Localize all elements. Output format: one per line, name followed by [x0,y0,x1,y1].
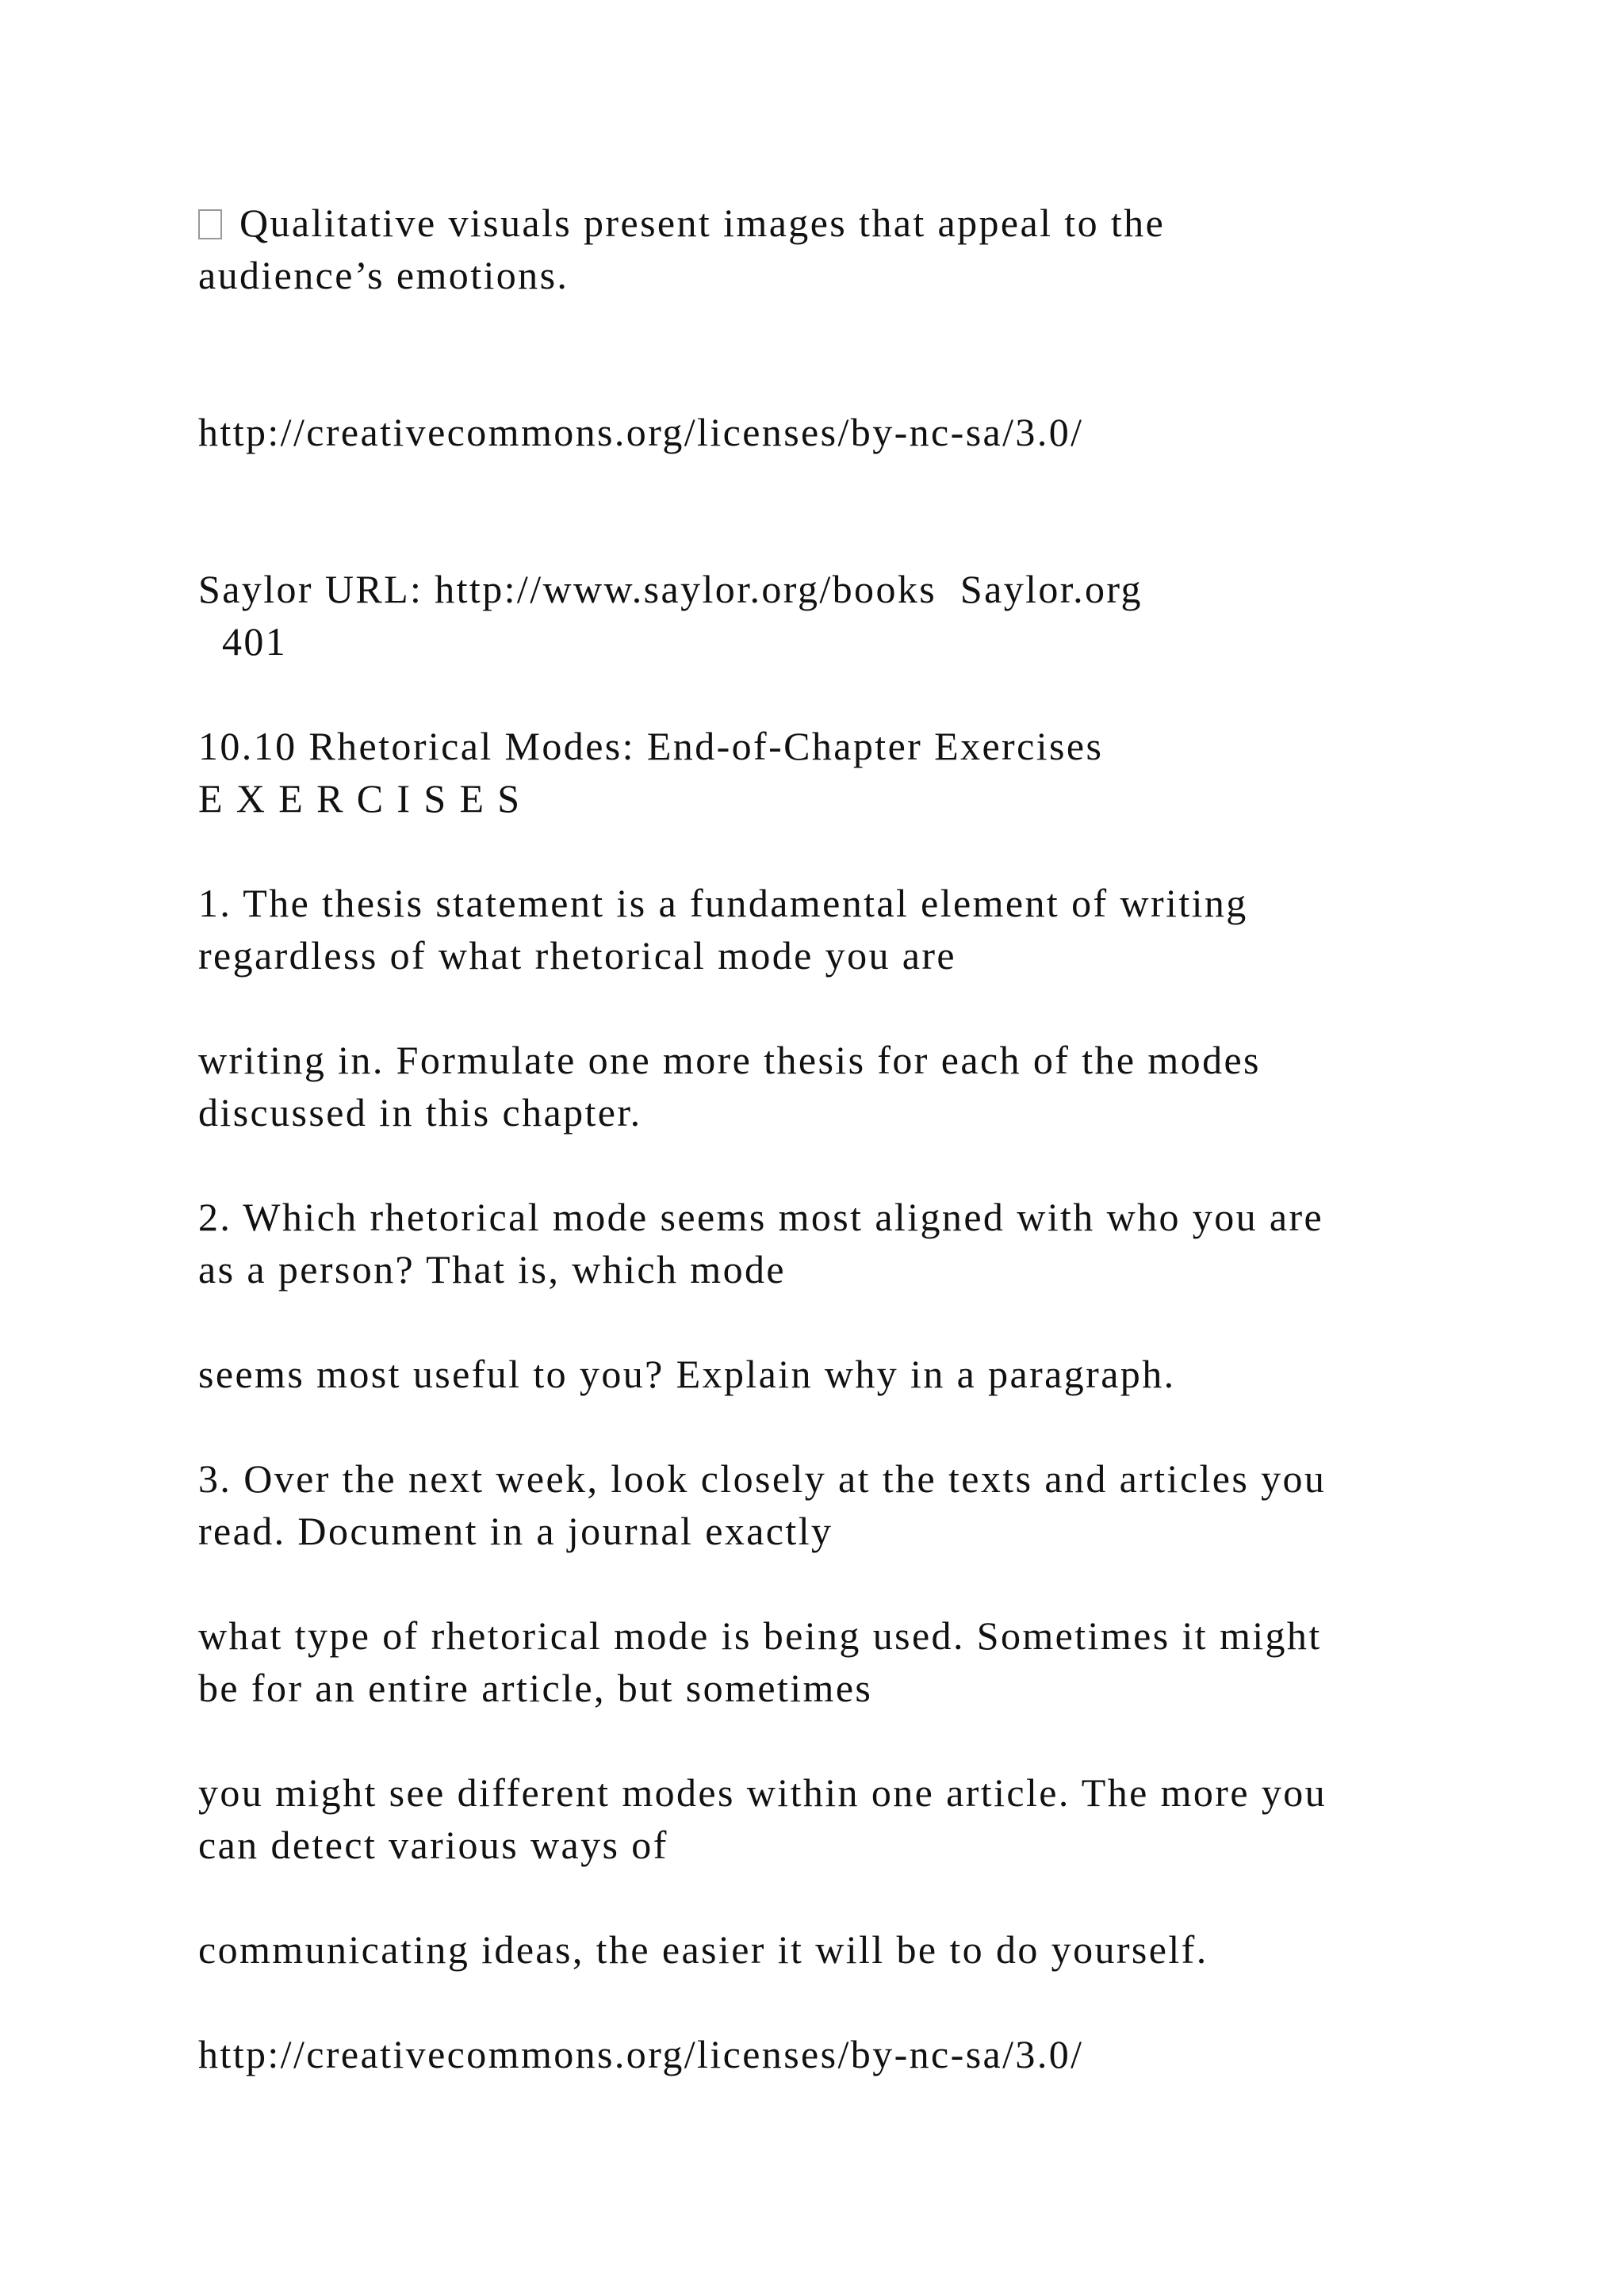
bullet-line-2: audience’s emotions. [198,253,569,297]
exercise-2-line-1: 2. Which rhetorical mode seems most aligned with who you are [198,1195,1324,1239]
exercise-2-line-3: seems most useful to you? Explain why in a paragraph. [198,1352,1176,1396]
exercise-1-line-2: regardless of what rhetorical mode you are [198,933,956,978]
exercise-3-line-6: can detect various ways of [198,1823,668,1867]
exercise-3-line-1: 3. Over the next week, look closely at the texts and articles you [198,1456,1327,1501]
exercise-1-line-3: writing in. Formulate one more thesis for each of the modes [198,1038,1261,1082]
exercise-1-line-4: discussed in this chapter. [198,1090,642,1135]
bullet-line-1 [198,197,1530,249]
missing-glyph-box-icon [198,209,222,239]
section-heading: 10.10 Rhetorical Modes: End-of-Chapter Exercises [198,724,1104,768]
exercise-3-line-4: be for an entire article, but sometimes [198,1666,873,1710]
license-url-2: http://creativecommons.org/licenses/by-nc-sa/3.0/ [198,2032,1084,2076]
exercise-3-line-2: read. Document in a journal exactly [198,1509,833,1553]
exercise-3-line-5: you might see different modes within one article. The more you [198,1770,1327,1815]
exercise-1-line-1: 1. The thesis statement is a fundamental element of writing [198,881,1248,925]
license-url-1: http://creativecommons.org/licenses/by-nc-sa/3.0/ [198,410,1084,454]
bullet-text-1: Qualitative visuals present images that appeal to the [239,201,1166,245]
page-number: 401 [222,619,288,664]
section-subheading: E X E R C I S E S [198,776,522,821]
exercise-3-line-3: what type of rhetorical mode is being used. Sometimes it might [198,1613,1322,1658]
exercise-3-line-7: communicating ideas, the easier it will be to do yourself. [198,1927,1208,1972]
saylor-url-line: Saylor URL: http://www.saylor.org/books Saylor.org [198,567,1143,611]
exercise-2-line-2: as a person? That is, which mode [198,1247,786,1292]
